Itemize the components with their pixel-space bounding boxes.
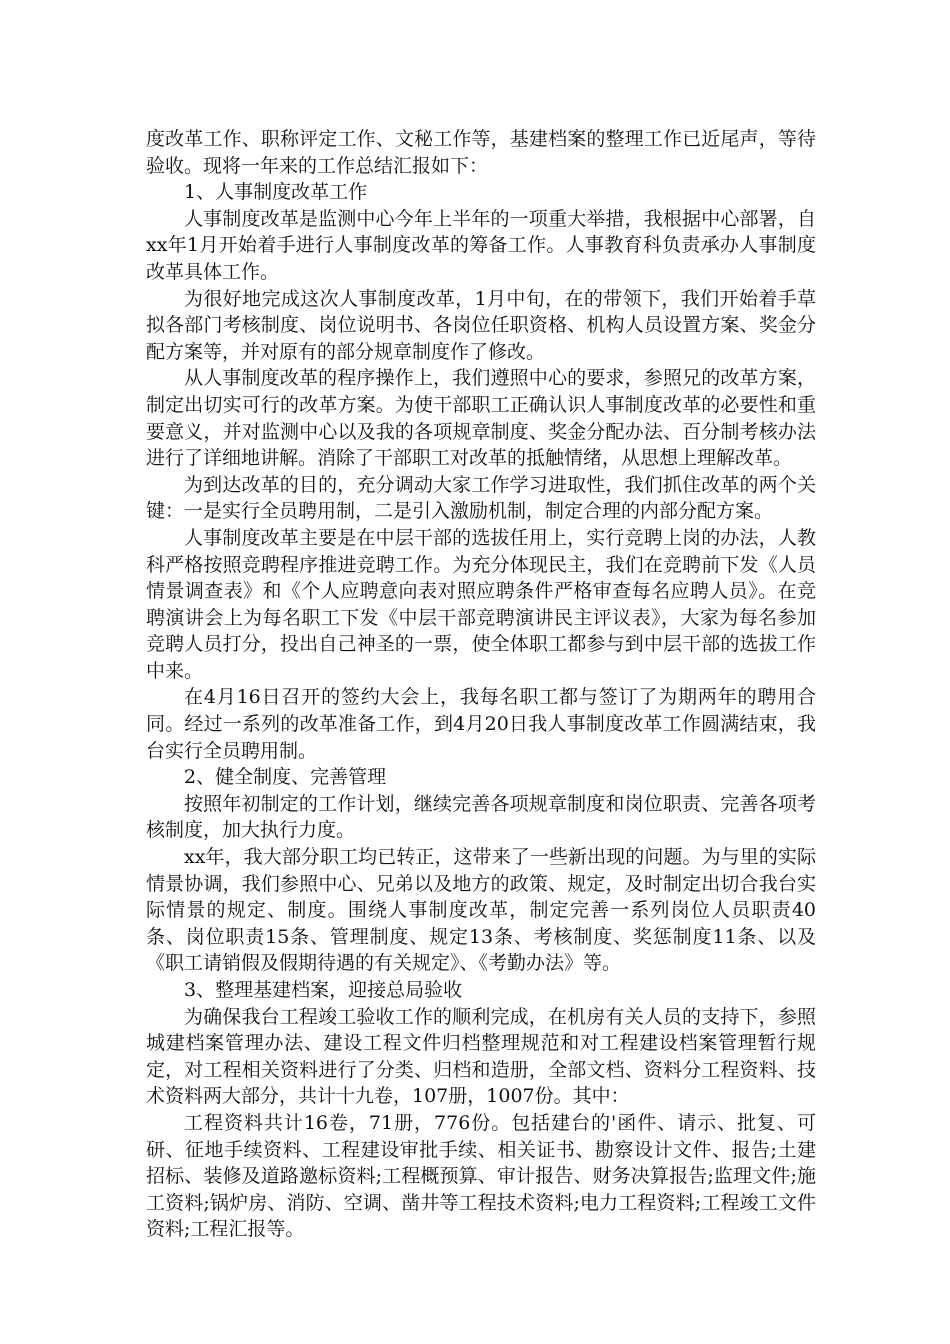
section-heading-3: 3、整理基建档案，迎接总局验收: [184, 979, 463, 1001]
section-heading-2: 2、健全制度、完善管理: [184, 766, 387, 789]
paragraph: 工程资料共计16卷，71册，776份。包括建台的'函件、请示、批复、可研、征地手续资料、工程建设审批手续、相关证书、勘察设计文件、报告;土建招标、装修及道路邀标资料;工程概预算、审计报告、财务决算报告;监理文件;施工资料;锅炉房、消防、空调、凿井等工程技术资料;电力工程资料;工程竣工文件资料;工程汇报等。: [146, 1111, 816, 1241]
paragraph-continuation: 度改革工作、职称评定工作、文秘工作等，基建档案的整理工作已近尾声，等待验收。现将一年来的工作总结汇报如下：: [146, 128, 816, 177]
paragraph: 为到达改革的目的，充分调动大家工作学习进取性，我们抓住改革的两个关键：一是实行全员聘用制，二是引入激励机制，制定合理的内部分配方案。: [146, 473, 816, 523]
paragraph: 在4月16日召开的签约大会上，我每名职工都与签订了为期两年的聘用合同。经过一系列的改革准备工作，到4月20日我人事制度改革工作圆满结束，我台实行全员聘用制。: [146, 686, 816, 762]
paragraph: 从人事制度改革的程序操作上，我们遵照中心的要求，参照兄的改革方案，制定出切实可行的改革方案。为使干部职工正确认识人事制度改革的必要性和重要意义，并对监测中心以及我的各项规章制度、奖金分配办法、百分制考核办法进行了详细地讲解。消除了干部职工对改革的抵触情绪，从思想上理解改革。: [146, 367, 816, 470]
paragraph: 人事制度改革主要是在中层干部的选拔任用上，实行竞聘上岗的办法，人教科严格按照竞聘程序推进竞聘工作。为充分体现民主，我们在竞聘前下发《人员情景调查表》和《个人应聘意向表对照应聘条件严格审查每名应聘人员》。在竞聘演讲会上为每名职工下发《中层干部竞聘演讲民主评议表》，大家为每名参加竞聘人员打分，投出自己神圣的一票，使全体职工都参与到中层干部的选拔工作中来。: [146, 526, 816, 682]
paragraph: 人事制度改革是监测中心今年上半年的一项重大举措，我根据中心部署，自xx年1月开始着手进行人事制度改革的筹备工作。人事教育科负责承办人事制度改革具体工作。: [146, 207, 816, 283]
paragraph: 为确保我台工程竣工验收工作的顺利完成，在机房有关人员的支持下，参照城建档案管理办法、建设工程文件归档整理规范和对工程建设档案管理暂行规定，对工程相关资料进行了分类、归档和造册，全部文档、资料分工程资料、技术资料两大部分，共计十九卷，107册，1007份。其中：: [146, 1005, 816, 1108]
paragraph: xx年，我大部分职工均已转正，这带来了一些新出现的问题。为与里的实际情景协调，我们参照中心、兄弟以及地方的政策、规定，及时制定出切合我台实际情景的规定、制度。围绕人事制度改革，制定完善一系列岗位人员职责40条、岗位职责15条、管理制度、规定13条、考核制度、奖惩制度11条、以及《职工请销假及假期待遇的有关规定》、《考勤办法》等。: [146, 846, 816, 975]
section-heading-1: 1、人事制度改革工作: [184, 181, 368, 204]
document-body: [146, 126, 816, 1243]
paragraph: 为很好地完成这次人事制度改革，1月中旬，在的带领下，我们开始着手草拟各部门考核制度、岗位说明书、各岗位任职资格、机构人员设置方案、奖金分配方案等，并对原有的部分规章制度作了修改。: [146, 287, 816, 363]
paragraph: 按照年初制定的工作计划，继续完善各项规章制度和岗位职责、完善各项考核制度，加大执行力度。: [146, 792, 816, 842]
